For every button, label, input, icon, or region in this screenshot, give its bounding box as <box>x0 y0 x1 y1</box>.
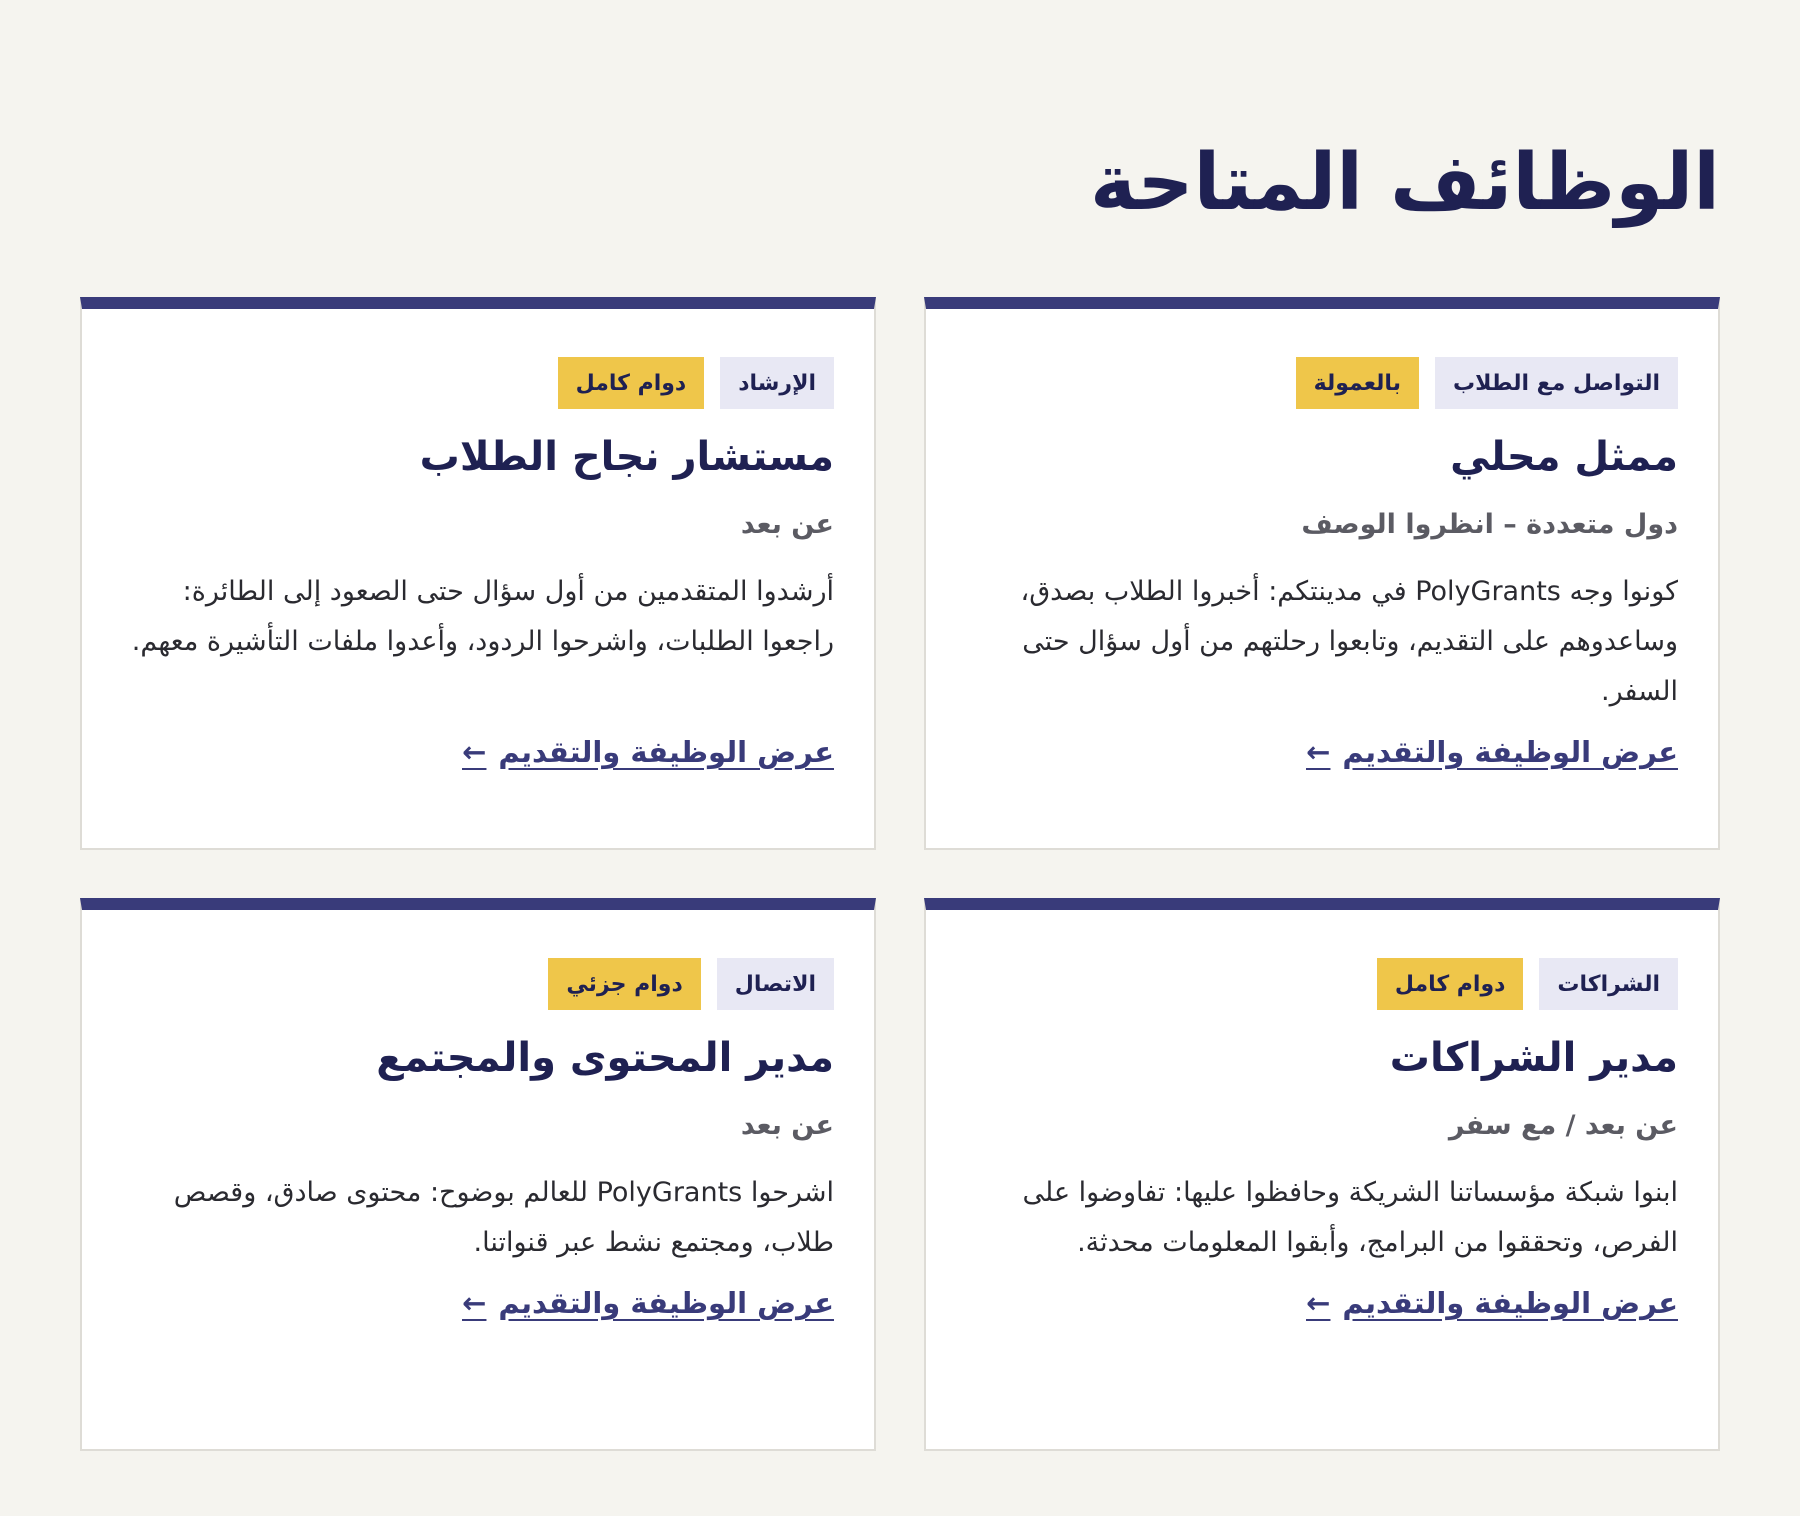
job-tags <box>122 958 834 1010</box>
page-title: الوظائف المتاحة <box>1090 138 1720 228</box>
job-title: مدير المحتوى والمجتمع <box>376 1035 834 1081</box>
apply-link-label: عرض الوظيفة والتقديم <box>1342 735 1678 769</box>
apply-link-label: عرض الوظيفة والتقديم <box>498 1286 834 1320</box>
employment-type-tag: دوام كامل <box>558 357 705 409</box>
job-description: أرشدوا المتقدمين من أول سؤال حتى الصعود إلى الطائرة: راجعوا الطلبات، واشرحوا الردود، وأعدوا ملفات التأشيرة معهم. <box>131 576 834 657</box>
view-and-apply-link[interactable] <box>462 735 834 769</box>
arrow-left-icon: ← <box>1306 735 1331 769</box>
arrow-left-icon: ← <box>462 735 487 769</box>
apply-link-label: عرض الوظيفة والتقديم <box>498 735 834 769</box>
view-and-apply-link[interactable] <box>1306 735 1678 769</box>
job-tags <box>966 357 1678 409</box>
arrow-left-icon: ← <box>1306 1286 1331 1320</box>
view-and-apply-link[interactable] <box>462 1286 834 1320</box>
job-grid <box>80 297 1720 1451</box>
apply-link-label: عرض الوظيفة والتقديم <box>1342 1286 1678 1320</box>
category-tag: الشراكات <box>1539 958 1678 1010</box>
job-location: عن بعد <box>740 1110 834 1141</box>
job-title: ممثل محلي <box>1450 434 1678 480</box>
category-tag: التواصل مع الطلاب <box>1435 357 1678 409</box>
job-card <box>924 898 1720 1451</box>
employment-type-tag: بالعمولة <box>1296 357 1419 409</box>
category-tag: الاتصال <box>717 958 834 1010</box>
arrow-left-icon: ← <box>462 1286 487 1320</box>
job-description: ابنوا شبكة مؤسساتنا الشريكة وحافظوا عليها: تفاوضوا على الفرص، وتحققوا من البرامج، وأبقوا المعلومات محدثة. <box>1022 1177 1678 1258</box>
employment-type-tag: دوام كامل <box>1377 958 1524 1010</box>
job-location: عن بعد / مع سفر <box>1448 1110 1678 1141</box>
job-card <box>80 297 876 850</box>
category-tag: الإرشاد <box>720 357 834 409</box>
job-location: عن بعد <box>740 509 834 540</box>
job-tags <box>122 357 834 409</box>
job-tags <box>966 958 1678 1010</box>
job-card <box>924 297 1720 850</box>
job-description: اشرحوا PolyGrants للعالم بوضوح: محتوى صادق، وقصص طلاب، ومجتمع نشط عبر قنواتنا. <box>173 1177 834 1258</box>
job-title: مدير الشراكات <box>1389 1035 1678 1081</box>
job-title: مستشار نجاح الطلاب <box>419 434 834 480</box>
job-location: دول متعددة – انظروا الوصف <box>1301 509 1678 540</box>
job-card <box>80 898 876 1451</box>
job-description: كونوا وجه PolyGrants في مدينتكم: أخبروا الطلاب بصدق، وساعدوهم على التقديم، وتابعوا رحلتهم من أول سؤال حتى السفر. <box>1020 576 1678 707</box>
view-and-apply-link[interactable] <box>1306 1286 1678 1320</box>
employment-type-tag: دوام جزئي <box>548 958 700 1010</box>
